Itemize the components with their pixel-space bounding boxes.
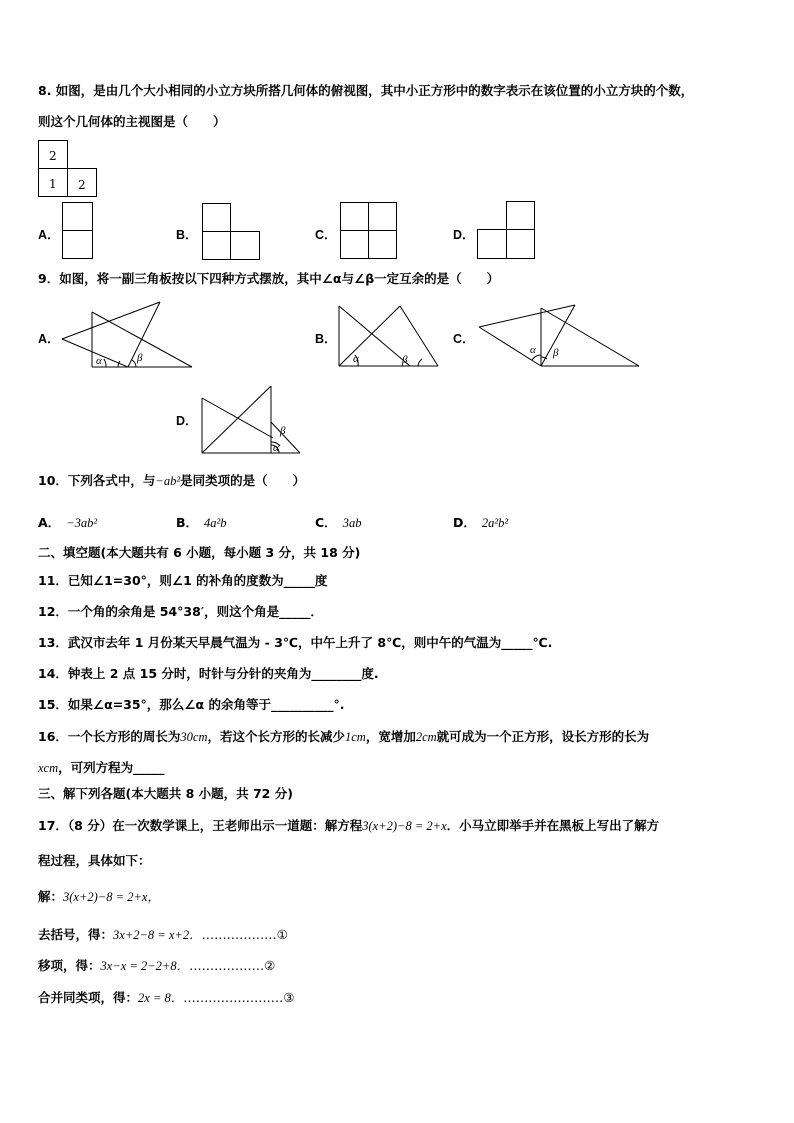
q8-line1: 8. 如图，是由几个大小相同的小立方块所搭几何体的俯视图，其中小正方形中的数字表示在该位置的小立方块的个数，: [38, 83, 694, 98]
option-label: C．: [315, 515, 337, 530]
q9-figure-b: [338, 304, 440, 369]
q13: 13．武汉市去年 1 月份某天早晨气温为 - 3℃，中午上升了 8℃，则中午的气温为_____℃.: [38, 635, 553, 650]
beta-label: β: [553, 347, 559, 359]
q10-stem: [38, 473, 305, 489]
q17-text: 17．（8 分）在一次数学课上，王老师出示一道题：解方程: [38, 818, 363, 833]
beta-label: β: [402, 354, 408, 366]
beta-label: β: [137, 352, 143, 364]
alpha-label: α: [353, 353, 359, 365]
option-label: D．: [453, 515, 476, 530]
section-2-heading: 二、填空题(本大题共有 6 小题，每小题 3 分，共 18 分): [38, 545, 361, 560]
beta-label: β: [280, 425, 286, 437]
q8-option-b-figure: [202, 203, 262, 261]
option-expression: 4a²b: [204, 516, 227, 530]
q16-value: 2cm: [415, 730, 437, 744]
grid-number: 2: [49, 149, 57, 163]
q17-text: ．小马立即举手并在黑板上写出了解方: [446, 818, 660, 833]
q15: 15．如果∠α=35°，那么∠α 的余角等于__________°.: [38, 697, 345, 712]
option-label: A．: [38, 515, 61, 530]
option-expression: 3ab: [342, 516, 362, 530]
q14: 14．钟表上 2 点 15 分时，时针与分针的夹角为________度.: [38, 666, 379, 681]
q17-solution: [38, 889, 160, 905]
solution-label: 解：: [38, 889, 64, 904]
q11: 11．已知∠1=30°，则∠1 的补角的度数为_____度: [38, 573, 328, 588]
alpha-label: α: [96, 355, 102, 367]
q16-variable: xcm: [38, 761, 59, 775]
step-equation: 3x−x = 2−2+8．: [100, 959, 190, 973]
grid-number: 1: [49, 177, 57, 191]
q8-option-d: D．: [453, 228, 475, 242]
q9-option-a: A．: [38, 332, 60, 346]
option-expression: −3ab²: [66, 516, 98, 530]
q17-line1: [38, 818, 659, 834]
section-3-heading: 三、解下列各题(本大题共 8 小题，共 72 分): [38, 786, 293, 801]
q10-option-c: [315, 515, 361, 531]
q10-option-d: [453, 515, 508, 531]
q10-option-a: [38, 515, 97, 531]
q9-figure-a: [60, 300, 195, 370]
q16-value: 1cm: [345, 730, 366, 744]
q9-option-c: C．: [453, 332, 475, 346]
alpha-label: α: [530, 344, 536, 356]
q8-option-c: C．: [315, 228, 337, 242]
q8-option-b: B．: [176, 228, 198, 242]
q16-text: ，宽增加: [365, 729, 416, 744]
q16-text: ，可列方程为_____: [58, 760, 165, 775]
q9-option-d: D．: [176, 414, 198, 428]
q10-stem-suffix: 是同类项的是（ ）: [180, 473, 306, 488]
step-equation: 3x+2−8 = x+2．: [113, 928, 202, 942]
q9-option-b: B．: [315, 332, 337, 346]
q9-stem: 9．如图，将一副三角板按以下四种方式摆放，其中∠α与∠β一定互余的是（ ）: [38, 271, 500, 286]
q9-figure-c: [477, 303, 642, 369]
q16-line2: [38, 760, 164, 776]
q8-option-d-figure: [477, 201, 537, 261]
q8-option-c-figure: [340, 202, 400, 260]
q8-top-view-grid: [38, 140, 98, 198]
q10-stem-prefix: 10．下列各式中，与: [38, 473, 156, 488]
q10-option-b: [176, 515, 227, 531]
step-equation: 2x = 8．: [138, 991, 184, 1005]
q17-step1: [38, 927, 288, 943]
q16-line1: [38, 729, 649, 745]
q16-text: ，若这个长方形的长减少: [207, 729, 345, 744]
step-marker: ………………①: [201, 927, 288, 942]
q8-option-a-figure: [62, 202, 94, 260]
q12: 12．一个角的余角是 54°38′，则这个角是_____．: [38, 604, 323, 619]
q17-step3: [38, 990, 294, 1006]
option-label: B．: [176, 515, 199, 530]
step-marker: ……………………③: [183, 990, 295, 1005]
q16-text: 16．一个长方形的周长为: [38, 729, 181, 744]
solution-equation: 3(x+2)−8 = 2+x，: [63, 890, 160, 904]
q16-value: 30cm: [180, 730, 208, 744]
grid-number: 2: [78, 178, 86, 192]
q16-text: 就可成为一个正方形，设长方形的长为: [436, 729, 650, 744]
option-expression: 2a²b²: [481, 516, 509, 530]
step-marker: ………………②: [189, 958, 276, 973]
q17-line2: 程过程，具体如下：: [38, 853, 151, 868]
q10-stem-expression: −ab²: [155, 474, 181, 488]
q9-figure-d: [201, 384, 303, 456]
step-label: 移项，得：: [38, 958, 101, 973]
step-label: 去括号，得：: [38, 927, 114, 942]
alpha-label: α: [273, 442, 279, 454]
q8-line2: 则这个几何体的主视图是（ ）: [38, 114, 226, 129]
q17-equation: 3(x+2)−8 = 2+x: [362, 819, 447, 833]
q17-step2: [38, 958, 275, 974]
q8-option-a: A．: [38, 228, 60, 242]
step-label: 合并同类项，得：: [38, 990, 139, 1005]
